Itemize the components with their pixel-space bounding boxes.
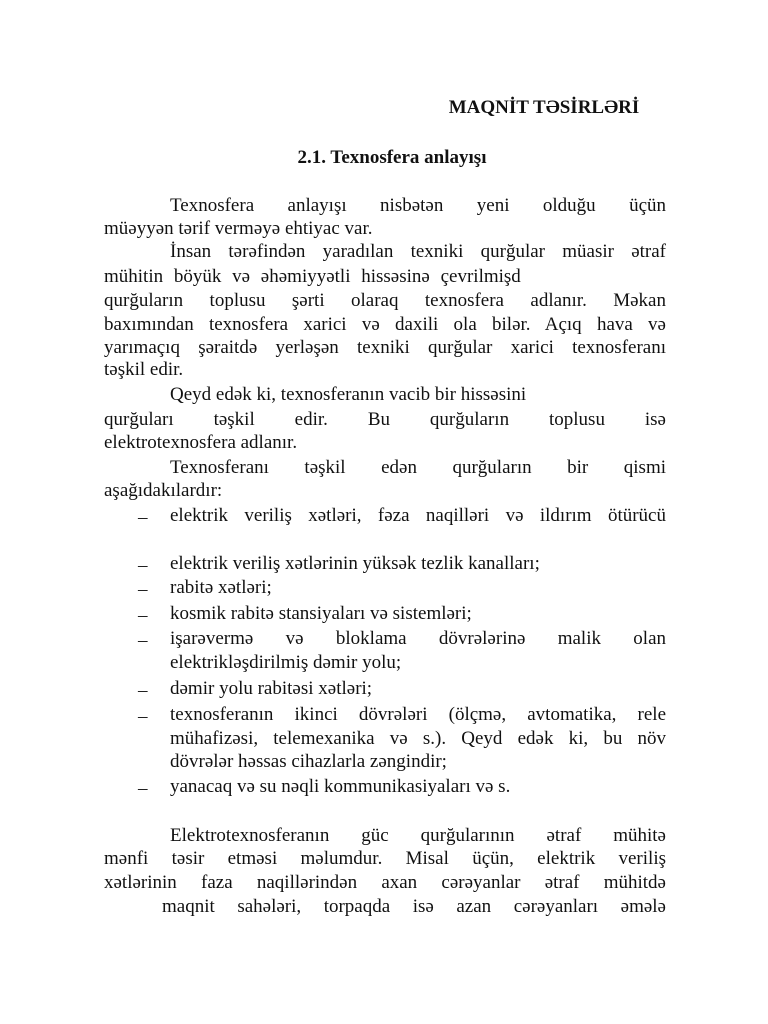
bullet-dash: – xyxy=(138,507,148,528)
bullet-item-1: elektrik veriliş xətləri, fəza naqilləri və ildırım ötürücü xyxy=(170,505,666,526)
paragraph-2-line-6: təşkil edir. xyxy=(104,359,184,380)
bullet-dash: – xyxy=(138,555,148,576)
bullet-dash: – xyxy=(138,579,148,600)
paragraph-2-line-2: mühitin böyük və əhəmiyyətli hissəsinə çevrilmişd xyxy=(104,266,521,287)
bullet-dash: – xyxy=(138,706,148,727)
paragraph-5-line-3: xətlərinin faza naqillərindən axan cərəyanlar ətraf mühitdə xyxy=(104,872,666,893)
paragraph-1-line-2: müəyyən tərif verməyə ehtiyac var. xyxy=(104,218,373,239)
bullet-dash: – xyxy=(138,778,148,799)
bullet-dash: – xyxy=(138,630,148,651)
paragraph-2-line-3: qurğuların toplusu şərti olaraq texnosfera adlanır. Məkan xyxy=(104,290,666,311)
bullet-item-3: rabitə xətləri; xyxy=(170,577,272,598)
bullet-item-7-line-3: dövrələr həssas cihazlarla zəngindir; xyxy=(170,751,447,772)
paragraph-2-line-4: baxımından texnosfera xarici və daxili ola bilər. Açıq hava və xyxy=(104,314,666,335)
bullet-item-8: yanacaq və su nəqli kommunikasiyaları və s. xyxy=(170,776,511,797)
paragraph-3-line-2: qurğuları təşkil edir. Bu qurğuların toplusu isə xyxy=(104,409,666,430)
paragraph-2-line-5: yarımaçıq şəraitdə yerləşən texniki qurğular xarici texnosferanı xyxy=(104,337,666,358)
bullet-item-6: dəmir yolu rabitəsi xətləri; xyxy=(170,678,373,699)
bullet-item-2: elektrik veriliş xətlərinin yüksək tezlik kanalları; xyxy=(170,553,540,574)
bullet-item-7-line-2: mühafizəsi, telemexanika və s.). Qeyd edək ki, bu növ xyxy=(170,728,666,749)
section-title: 2.1. Texnosfera anlayışı xyxy=(297,147,487,168)
bullet-dash: – xyxy=(138,680,148,701)
paragraph-1-line-1: Texnosfera anlayışı nisbətən yeni olduğu üçün xyxy=(170,195,666,216)
bullet-item-4: kosmik rabitə stansiyaları və sistemləri; xyxy=(170,603,472,624)
paragraph-3-line-1: Qeyd edək ki, texnosferanın vacib bir hissəsini xyxy=(170,384,527,405)
paragraph-5-line-2: mənfi təsir etməsi məlumdur. Misal üçün, elektrik veriliş xyxy=(104,848,666,869)
paragraph-4-line-2: aşağıdakılardır: xyxy=(104,480,223,501)
paragraph-5-line-4: maqnit sahələri, torpaqda isə azan cərəyanları əmələ xyxy=(162,896,666,917)
paragraph-2-line-1: İnsan tərəfindən yaradılan texniki qurğular müasir ətraf xyxy=(170,241,666,262)
paragraph-4-line-1: Texnosferanı təşkil edən qurğuların bir qismi xyxy=(170,457,666,478)
bullet-dash: – xyxy=(138,605,148,626)
bullet-item-7-line-1: texnosferanın ikinci dövrələri (ölçmə, avtomatika, rele xyxy=(170,704,666,725)
paragraph-3-line-3: elektrotexnosfera adlanır. xyxy=(104,432,298,453)
bullet-item-5-line-2: elektrikləşdirilmiş dəmir yolu; xyxy=(170,652,402,673)
chapter-title: MAQNİT TƏSİRLƏRİ xyxy=(448,97,640,118)
bullet-item-5-line-1: işarəvermə və bloklama dövrələrinə malik olan xyxy=(170,628,666,649)
paragraph-5-line-1: Elektrotexnosferanın güc qurğularının ətraf mühitə xyxy=(170,825,666,846)
